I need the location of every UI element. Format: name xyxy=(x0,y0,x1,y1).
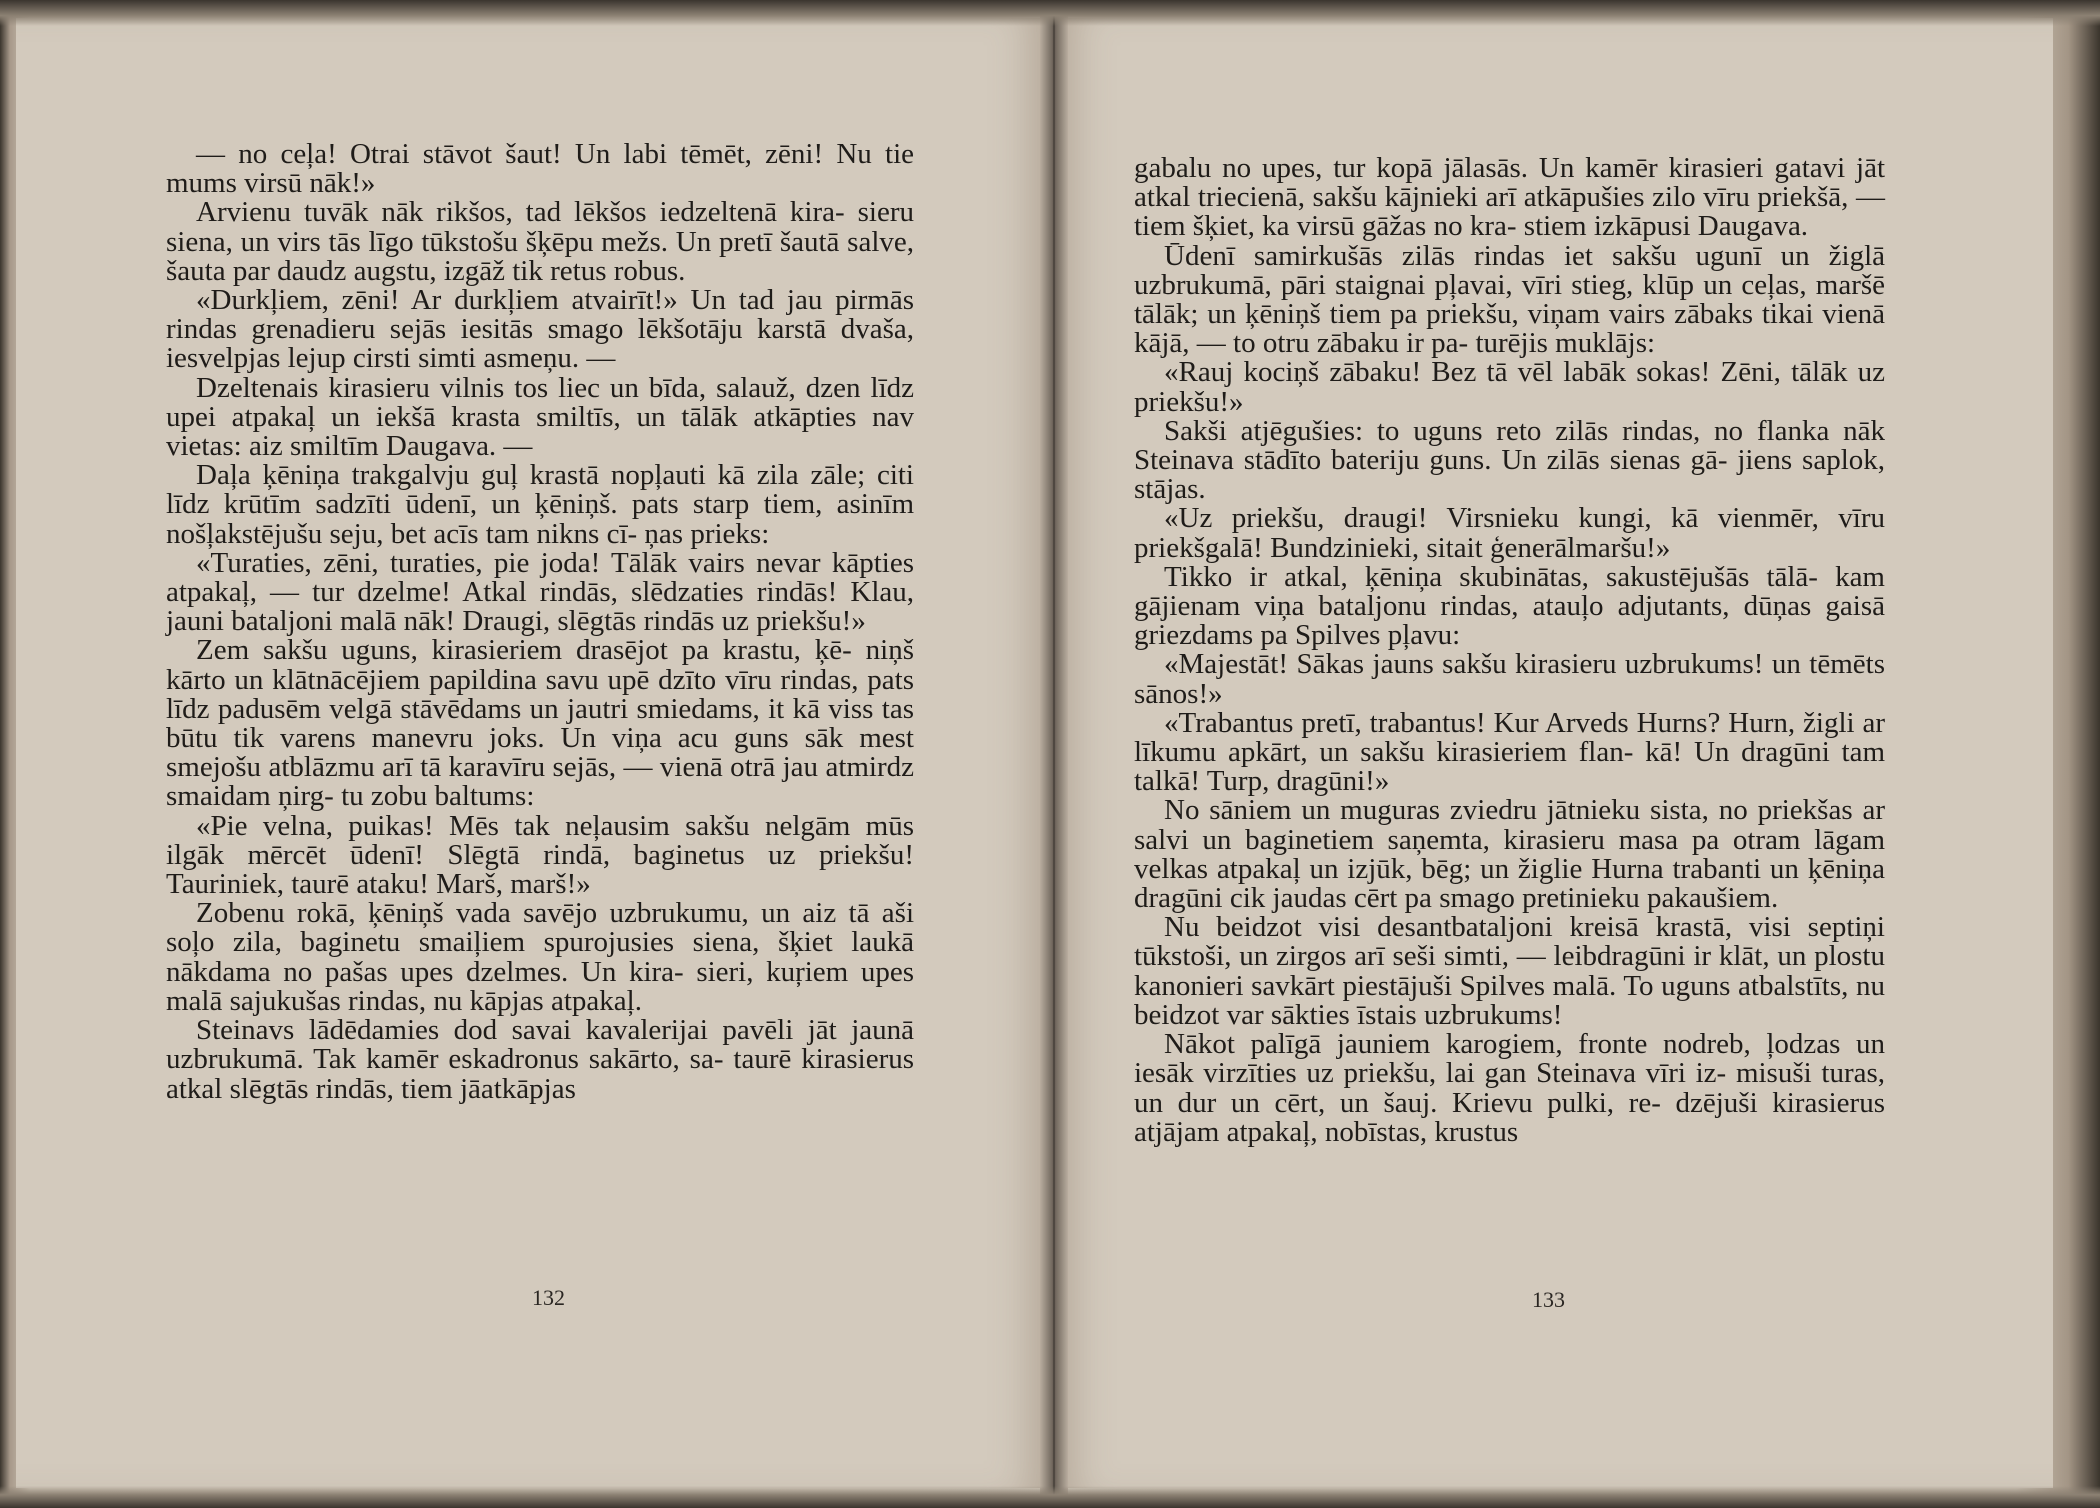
text-line: «Majestāt! Sākas jauns sakšu kirasieru uzbrukums! xyxy=(1164,648,1764,681)
left-page-text xyxy=(166,140,914,1104)
text-line: vīru priekšgalā! Bundzinieki, sitait ģenerālmaršu!» xyxy=(1134,502,1885,564)
text-line: rindās uz priekšu!» xyxy=(643,605,866,638)
text-line: taurē kirasierus atkal slēgtās rindās, tiem jāatkāpjas xyxy=(166,1043,915,1105)
paragraph xyxy=(166,546,915,638)
text-line: un ceļas, maršē tālāk; un ķēniņš tiem pa priekšu, viņam xyxy=(1134,268,1886,331)
text-line: dzējuši kirasierus atjājam atpakaļ, nobīstas, krustus xyxy=(1134,1086,1885,1148)
text-line: sieru siena, un virs tās līgo tūkstošu šķēpu mežs. Un xyxy=(166,196,914,258)
text-line: vīru rindas, pats līdz padusēm velgā stāvēdams un jautri xyxy=(166,663,914,725)
text-line: mūs ilgāk mērcēt ūdenī! Slēgtā rindā, baginetus uz xyxy=(166,809,915,871)
text-line: karavīru sejās, — vienā otrā jau atmirdz smaidam ņirg- xyxy=(166,751,915,813)
text-line: Tikko ir atkal, ķēniņa skubinātas, sakustējušās tālā- xyxy=(1164,560,1818,593)
paragraph xyxy=(166,899,914,1016)
text-line: smiedams, it kā viss tas būtu tik varens manevru joks. xyxy=(166,692,914,755)
text-line: Steinavs lādēdamies dod savai kavalerijai pavēli jāt xyxy=(196,1014,837,1047)
text-line: vairs zābaks tikai vienā kājā, — to otru zābaku ir pa- xyxy=(1134,298,1886,360)
paragraph xyxy=(166,286,914,374)
text-line: «Pie velna, puikas! Mēs tak neļausim sakšu nelgām xyxy=(196,809,851,842)
text-line: un tēmēts sānos!» xyxy=(1134,648,1885,710)
text-line: Hurn, žigli ar līkumu apkārt, un sakšu kirasieriem flan- xyxy=(1134,706,1886,769)
paragraph xyxy=(166,1016,914,1104)
text-line: stiem izkāpusi Daugava. xyxy=(1523,210,1809,243)
paragraph xyxy=(166,636,914,811)
text-line: niņš kārto un klātnācējiem papildina savu upē dzīto xyxy=(166,634,915,696)
text-line: tiem, asinīm nošļakstējušu seju, bet acīs tam nikns cī- xyxy=(166,488,915,550)
text-line: tu zobu baltums: xyxy=(341,780,535,813)
text-line: Un viņa acu guns sāk mest smejošu atblāzmu arī tā xyxy=(166,722,914,784)
text-line: misuši turas, un dur un cērt, un šauj. Krievu pulki, re- xyxy=(1134,1057,1886,1119)
text-line: jiens saplok, stājas. xyxy=(1134,444,1885,506)
text-line: nāk Steinava stādīto bateriju guns. Un zilās sienas gā- xyxy=(1134,414,1885,477)
top-edge xyxy=(0,0,2100,26)
paragraph xyxy=(166,809,915,901)
right-page-number: 133 xyxy=(1532,1287,1565,1312)
text-line: «Rauj kociņš zābaku! Bez tā vēl labāk sokas! Zēni, xyxy=(1164,356,1781,389)
paragraph xyxy=(1134,706,1886,798)
paragraph xyxy=(166,140,914,198)
paragraph xyxy=(1134,504,1885,562)
text-line: robus. xyxy=(613,254,686,287)
text-line: Nu beidzot visi desantbataljoni kreisā krastā, visi xyxy=(1164,911,1791,944)
text-line: Nākot palīgā jauniem karogiem, fronte nodreb, ļodzas xyxy=(1164,1028,1841,1061)
text-line: Sakši atjēgušies: to uguns reto zilās rindas, no flanka xyxy=(1164,414,1830,447)
paragraph xyxy=(1134,913,1885,1030)
text-line: «Trabantus pretī, trabantus! Kur Arveds Hurns? xyxy=(1164,706,1721,739)
text-line: Ūdenī samirkušās zilās rindas iet sakšu ugunī un xyxy=(1164,239,1810,272)
text-line: septiņi tūkstoši, un zirgos arī seši simti, — leibdragūni xyxy=(1134,911,1885,973)
text-line: dūņas gaisā griezdams pa Spilves pļavu: xyxy=(1134,590,1886,652)
text-line: No sāniem un muguras zviedru jātnieku sista, no xyxy=(1164,794,1748,827)
text-line: Zem sakšu uguns, kirasieriem drasējot pa krastu, ķē- xyxy=(196,634,852,667)
text-line: kā! Un dragūni tam talkā! Turp, dragūni!» xyxy=(1134,736,1886,798)
text-line: pirmās rindas grenadieru sejās iesitās smago lēkšotāju xyxy=(166,284,915,346)
text-line: šķiet laukā nākdama no pašas upes dzelmes. Un kira- xyxy=(166,926,915,988)
text-line: Dzeltenais kirasieru vilnis tos liec un bīda, salauž, xyxy=(196,371,796,404)
right-page-text xyxy=(1134,154,1885,1147)
text-line: dzen līdz upei atpakaļ un iekšā krasta smiltīs, un tālāk xyxy=(166,371,915,433)
text-line: «Turaties, zēni, turaties, pie joda! Tālāk vairs nevar xyxy=(196,546,821,579)
text-line: Hurna trabanti un ķēniņa dragūni cik jaudas cērt pa xyxy=(1134,852,1886,915)
text-line: zilo vīru priekšā, — tiem šķiet, ka virsū gāžas no kra- xyxy=(1134,181,1885,243)
paragraph xyxy=(1134,154,1885,242)
text-line: atkāpties nav vietas: aiz smiltīm Daugava. — xyxy=(166,400,915,463)
text-line: zāle; citi līdz krūtīm sadzīti ūdenī, un ķēniņš. pats starp xyxy=(166,459,914,521)
text-line: Arvienu tuvāk nāk rikšos, tad lēkšos iedzeltenā kira- xyxy=(196,196,845,229)
text-line: ir klāt, un plostu kanonieri savkārt piestājuši Spilves xyxy=(1134,940,1885,1002)
text-line: Zobenu rokā, ķēniņš vada savējo uzbrukumu, un aiz xyxy=(196,897,837,930)
text-line: — no ceļa! Otrai stāvot šaut! Un labi tēmēt, zēni! Nu xyxy=(196,138,872,170)
paragraph xyxy=(1134,358,1885,416)
text-line: sieri, kuŗiem upes malā sajukušas rindas, nu kāpjas xyxy=(166,955,914,1017)
text-line: žiglā uzbrukumā, pāri staignai pļavai, vīri stieg, klūp xyxy=(1134,239,1886,301)
text-line: turējis muklājs: xyxy=(1475,327,1656,360)
text-line: «Uz priekšu, draugi! Virsnieku kungi, kā vienmēr, xyxy=(1164,502,1819,535)
text-line: uzbrukums! xyxy=(1423,998,1563,1031)
paragraph xyxy=(1134,560,1886,652)
text-line: karstā dvaša, iesvelpjas lejup cirsti simti asmeņu. — xyxy=(166,313,914,375)
text-line: pa otram lāgam velkas atpakaļ un izjūk, bēg; un žiglie xyxy=(1134,823,1885,885)
text-line: gatavi jāt atkal triecienā, sakšu kājnieki arī atkāpušies xyxy=(1134,152,1886,214)
text-line: «Durkļiem, zēni! Ar durkļiem atvairīt!» Un tad jau xyxy=(196,284,823,317)
paragraph xyxy=(166,371,915,463)
paragraph xyxy=(1134,1030,1885,1147)
text-line: atpakaļ. xyxy=(550,984,642,1017)
paragraph xyxy=(1134,796,1885,913)
text-line: priekšu! Tauriniek, taurē ataku! Marš, marš!» xyxy=(166,838,914,901)
text-line: kāpties atpakaļ, — tur dzelme! Atkal rindās, slēdzaties xyxy=(166,546,915,609)
text-line: ņas prieks: xyxy=(644,517,770,550)
text-line: pretī šautā salve, šauta par daudz augstu, izgāž tik retus xyxy=(166,225,914,287)
book-gutter xyxy=(1040,0,1068,1508)
text-line: tie mums virsū nāk!» xyxy=(166,138,915,200)
left-page-number: 132 xyxy=(532,1285,565,1310)
text-line: rindās! Klau, jauni bataljoni malā nāk! Draugi, slēgtās xyxy=(166,576,915,638)
text-line: priekšas ar salvi un baginetiem saņemta, kirasieru masa xyxy=(1134,794,1886,856)
paragraph xyxy=(1134,650,1885,708)
bottom-edge xyxy=(0,1486,2100,1508)
paragraph xyxy=(1134,239,1886,360)
text-line: kam gājienam viņa bataljonu rindas, atauļo adjutants, xyxy=(1134,560,1885,623)
paragraph xyxy=(166,461,914,549)
text-line: tā aši soļo zila, baginetu smaiļiem spurojusies siena, xyxy=(166,897,915,959)
text-line: tālāk uz priekšu!» xyxy=(1134,356,1886,418)
text-line: jaunā uzbrukumā. Tak kamēr eskadronus sakārto, sa- xyxy=(166,1014,914,1076)
paragraph xyxy=(166,198,914,286)
text-line: un iesāk virzīties uz priekšu, lai gan Steinava vīri iz- xyxy=(1134,1028,1885,1090)
text-line: smago pretinieku pakaušiem. xyxy=(1439,882,1779,915)
text-line: gabalu no upes, tur kopā jālasās. Un kamēr kirasieri xyxy=(1134,152,1764,184)
paragraph xyxy=(1134,414,1885,506)
text-line: malā. To uguns atbalstīts, nu beidzot var sākties īstais xyxy=(1134,969,1885,1031)
text-line: Daļa ķēniņa trakgalvju guļ krastā nopļauti kā zila xyxy=(196,459,799,492)
